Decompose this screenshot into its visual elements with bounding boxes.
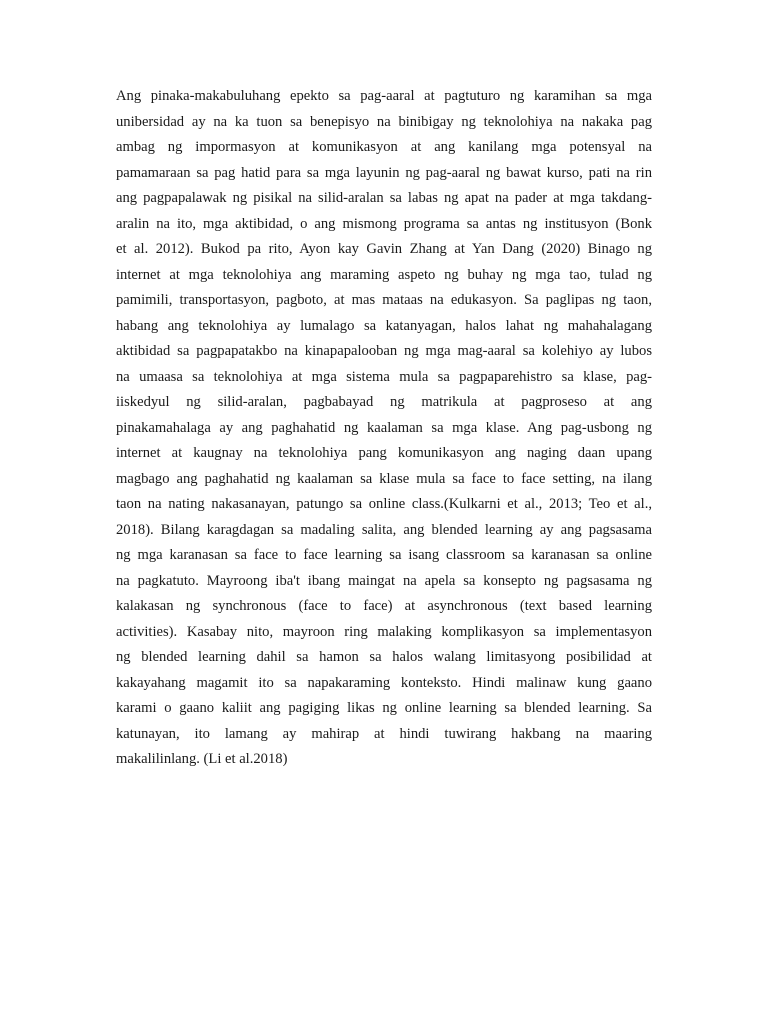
- paragraph-line-23: ng blended learning dahil sa hamon sa halos walang limitasyong posibilidad at: [116, 649, 652, 665]
- paragraph-line-27: makalilinlang. (Li et al.2018): [116, 751, 288, 767]
- paragraph-line-19: ng mga karanasan sa face to face learning sa isang classroom sa karanasan sa online: [116, 547, 652, 563]
- paragraph-line-5: ang pagpapalawak ng pisikal na silid-aralan sa labas ng apat na pader at mga takdang-: [116, 190, 652, 206]
- paragraph-line-21: kalakasan ng synchronous (face to face) at asynchronous (text based learning: [116, 598, 652, 614]
- paragraph-line-26: katunayan, ito lamang ay mahirap at hindi tuwirang hakbang na maaring: [116, 725, 652, 742]
- paragraph-line-17: taon na nating nakasanayan, patungo sa online class.(Kulkarni et al., 2013; Teo et al.,: [116, 496, 652, 512]
- body-paragraph: [116, 84, 652, 773]
- paragraph-line-6: aralin na ito, mga aktibidad, o ang mismong programa sa antas ng institusyon (Bonk: [116, 215, 652, 232]
- paragraph-line-10: habang ang teknolohiya ay lumalago sa katanyagan, halos lahat ng mahahalagang: [116, 317, 652, 334]
- paragraph-line-7: et al. 2012). Bukod pa rito, Ayon kay Gavin Zhang at Yan Dang (2020) Binago ng: [116, 241, 652, 257]
- paragraph-line-11: aktibidad sa pagpapatakbo na kinapapalooban ng mga mag-aaral sa kolehiyo ay lubos: [116, 343, 652, 359]
- paragraph-line-14: pinakamahalaga ay ang paghahatid ng kaalaman sa mga klase. Ang pag-usbong ng: [116, 419, 652, 436]
- paragraph-line-8: internet at mga teknolohiya ang maraming aspeto ng buhay ng mga tao, tulad ng: [116, 266, 652, 283]
- paragraph-line-25: karami o gaano kaliit ang pagiging likas ng online learning sa blended learning. Sa: [116, 700, 652, 716]
- paragraph-line-24: kakayahang magamit ito sa napakaraming konteksto. Hindi malinaw kung gaano: [116, 674, 652, 691]
- paragraph-line-3: ambag ng impormasyon at komunikasyon at ang kanilang mga potensyal na: [116, 139, 652, 155]
- paragraph-line-22: activities). Kasabay nito, mayroon ring malaking komplikasyon sa implementasyon: [116, 623, 652, 640]
- paragraph-line-18: 2018). Bilang karagdagan sa madaling salita, ang blended learning ay ang pagsasama: [116, 521, 652, 538]
- paragraph-line-9: pamimili, transportasyon, pagboto, at mas mataas na edukasyon. Sa paglipas ng taon,: [116, 292, 652, 308]
- paragraph-line-20: na pagkatuto. Mayroong iba't ibang maingat na apela sa konsepto ng pagsasama ng: [116, 572, 652, 589]
- paragraph-line-4: pamamaraan sa pag hatid para sa mga layunin ng pag-aaral ng bawat kurso, pati na rin: [116, 164, 652, 181]
- paragraph-line-16: magbago ang paghahatid ng kaalaman sa klase mula sa face to face setting, na ilang: [116, 470, 652, 487]
- paragraph-line-12: na umaasa sa teknolohiya at mga sistema mula sa pagpaparehistro sa klase, pag-: [116, 368, 652, 385]
- paragraph-line-1: Ang pinaka-makabuluhang epekto sa pag-aaral at pagtuturo ng karamihan sa mga: [116, 88, 652, 104]
- paragraph-line-13: iiskedyul ng silid-aralan, pagbabayad ng matrikula at pagproseso at ang: [116, 394, 652, 410]
- paragraph-line-15: internet at kaugnay na teknolohiya pang komunikasyon ang naging daan upang: [116, 445, 652, 461]
- paragraph-line-2: unibersidad ay na ka tuon sa benepisyo na binibigay ng teknolohiya na nakaka pag: [116, 113, 652, 130]
